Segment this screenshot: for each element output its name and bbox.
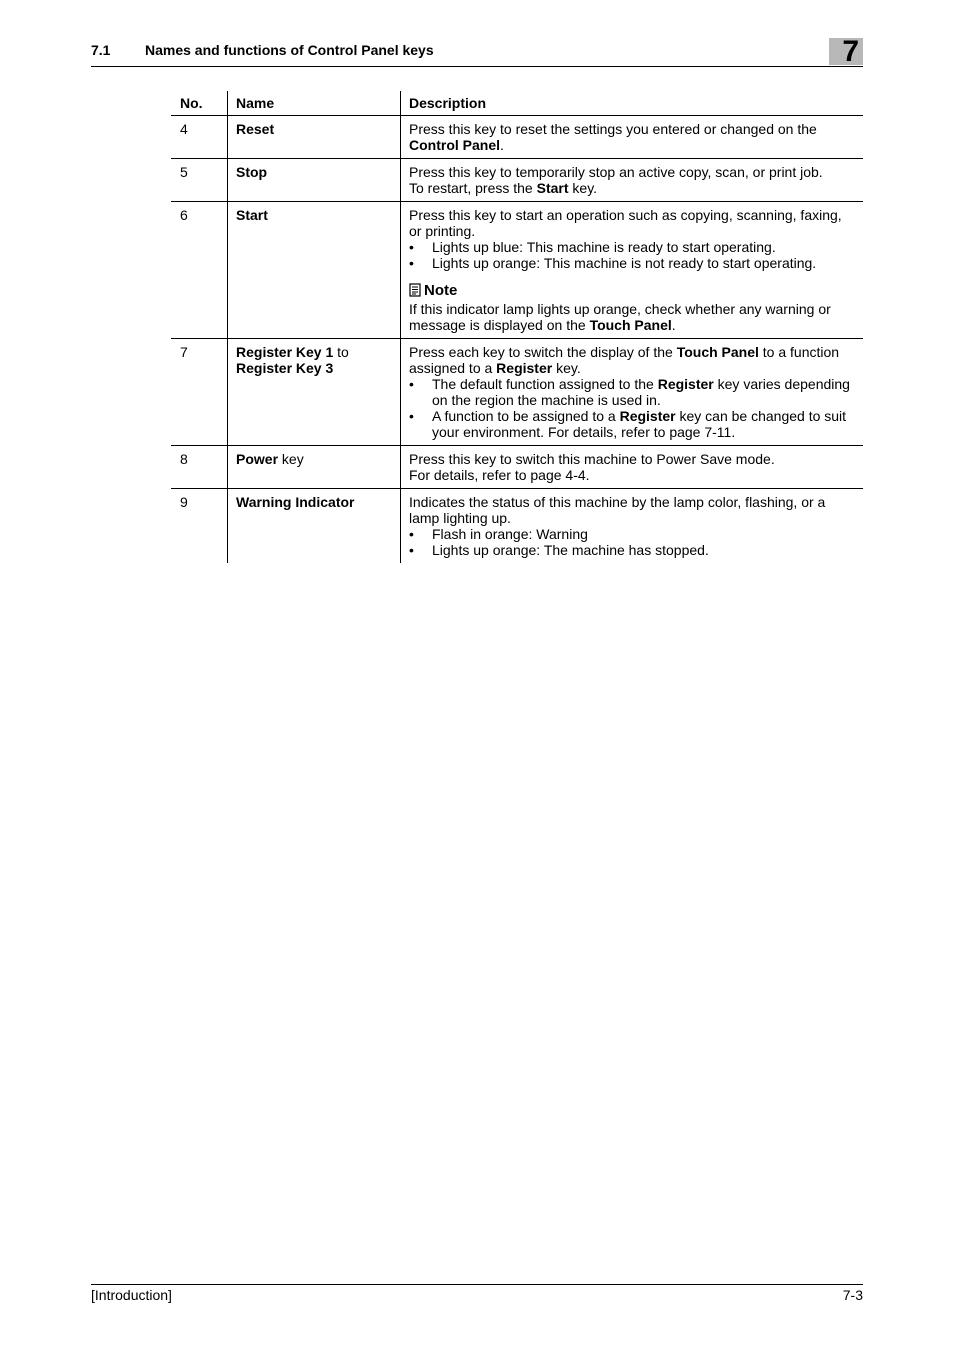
description-bold: Start (536, 180, 569, 196)
row-description (401, 339, 864, 446)
row-description (401, 159, 864, 202)
key-name: Power (236, 451, 279, 467)
row-name (228, 446, 401, 489)
bullet-list (409, 239, 855, 271)
row-number: 8 (171, 446, 228, 489)
table-row (171, 489, 863, 564)
key-name: Start (236, 207, 268, 223)
description-text: Press this key to switch this machine to Power Save mode. (409, 451, 775, 467)
bullet-text: key varies depending on the region the machine is used in. (432, 376, 850, 408)
chapter-tab (829, 35, 863, 68)
description-bold: Touch Panel (676, 344, 759, 360)
description-text: If this indicator lamp lights up orange, check whether any warning or message is displayed on the (409, 301, 831, 333)
bullet-text: Lights up orange: The machine has stopped. (432, 542, 709, 558)
column-header-description: Description (401, 91, 864, 116)
table-row (171, 202, 863, 339)
table-row (171, 339, 863, 446)
row-number: 5 (171, 159, 228, 202)
table-row (171, 446, 863, 489)
note-title: Note (424, 282, 458, 299)
description-text: key. (552, 360, 581, 376)
table-row (171, 116, 863, 159)
key-name: Warning Indicator (236, 494, 355, 510)
key-name: Reset (236, 121, 275, 137)
key-name: Register Key 3 (236, 360, 334, 376)
note-text (409, 301, 855, 333)
control-panel-keys-table (171, 91, 863, 563)
description-line (409, 180, 855, 196)
description-text: Press this key to reset the settings you entered or changed on the (409, 121, 817, 137)
bullet-list (409, 376, 855, 440)
description-bold: Register (657, 376, 714, 392)
list-item: • Lights up blue: This machine is ready to start operating. (409, 239, 776, 255)
section-number: 7.1 (91, 42, 111, 58)
description-text: Press this key to start an operation such as copying, scanning, faxing, or printing. (409, 207, 842, 239)
page-header (91, 35, 863, 68)
row-name (228, 202, 401, 339)
row-name (228, 489, 401, 564)
description-text: Indicates the status of this machine by the lamp color, flashing, or a lamp lighting up. (409, 494, 826, 526)
row-description (401, 202, 864, 339)
description-text: Press each key to switch the display of the (409, 344, 677, 360)
row-number: 9 (171, 489, 228, 564)
row-description (401, 446, 864, 489)
description-text: Press this key to temporarily stop an active copy, scan, or print job. (409, 164, 823, 180)
footer-section-label: [Introduction] (91, 1287, 172, 1303)
bullet-list (409, 526, 855, 558)
key-name: Stop (236, 164, 268, 180)
bullet-text: Lights up blue: This machine is ready to start operating. (432, 239, 776, 255)
table-row (171, 159, 863, 202)
bullet-text: The default function assigned to the (432, 376, 658, 392)
key-name-connector: to (333, 344, 349, 360)
key-name-suffix: key (278, 451, 304, 467)
key-name: Register Key 1 (236, 344, 334, 360)
row-name (228, 339, 401, 446)
row-number: 7 (171, 339, 228, 446)
page-footer (91, 1284, 863, 1303)
description-line (409, 344, 855, 376)
row-description (401, 489, 864, 564)
row-name (228, 159, 401, 202)
description-text: For details, refer to page 4-4. (409, 467, 590, 483)
description-bold: Register (619, 408, 676, 424)
description-text: . (671, 317, 676, 333)
bullet-text: key can be changed to suit your environment. For details, refer to page 7-11. (432, 408, 847, 440)
column-header-name: Name (228, 91, 401, 116)
description-bold: Touch Panel (589, 317, 672, 333)
chapter-number: 7 (842, 35, 859, 68)
bullet-text: Flash in orange: Warning (432, 526, 588, 542)
bullet-text: Lights up orange: This machine is not ready to start operating. (432, 255, 817, 271)
row-name (228, 116, 401, 159)
list-item: • A function to be assigned to a Register key can be changed to suit your environment. For details, refer to page 7-11. (409, 408, 847, 440)
description-bold: Register (496, 360, 553, 376)
row-number: 4 (171, 116, 228, 159)
description-text: to a function assigned to a (409, 344, 840, 376)
bullet-text: A function to be assigned to a (432, 408, 620, 424)
list-item: • The default function assigned to the Register key varies depending on the region the machine is used in. (409, 376, 850, 408)
row-number: 6 (171, 202, 228, 339)
description-bold: Control Panel (409, 137, 501, 153)
section-title: Names and functions of Control Panel keys (145, 42, 434, 58)
column-header-no: No. (171, 91, 228, 116)
description-text: To restart, press the (409, 180, 537, 196)
list-item: • Lights up orange: This machine is not ready to start operating. (409, 255, 817, 271)
note-heading (409, 282, 855, 301)
page-number: 7-3 (842, 1287, 863, 1303)
note-icon (409, 283, 421, 301)
description-text: key. (568, 180, 598, 196)
row-description (401, 116, 864, 159)
list-item: • Lights up orange: The machine has stopped. (409, 542, 709, 558)
description-text: . (500, 137, 504, 153)
table-header-row (171, 91, 863, 116)
list-item: • Flash in orange: Warning (409, 526, 588, 542)
